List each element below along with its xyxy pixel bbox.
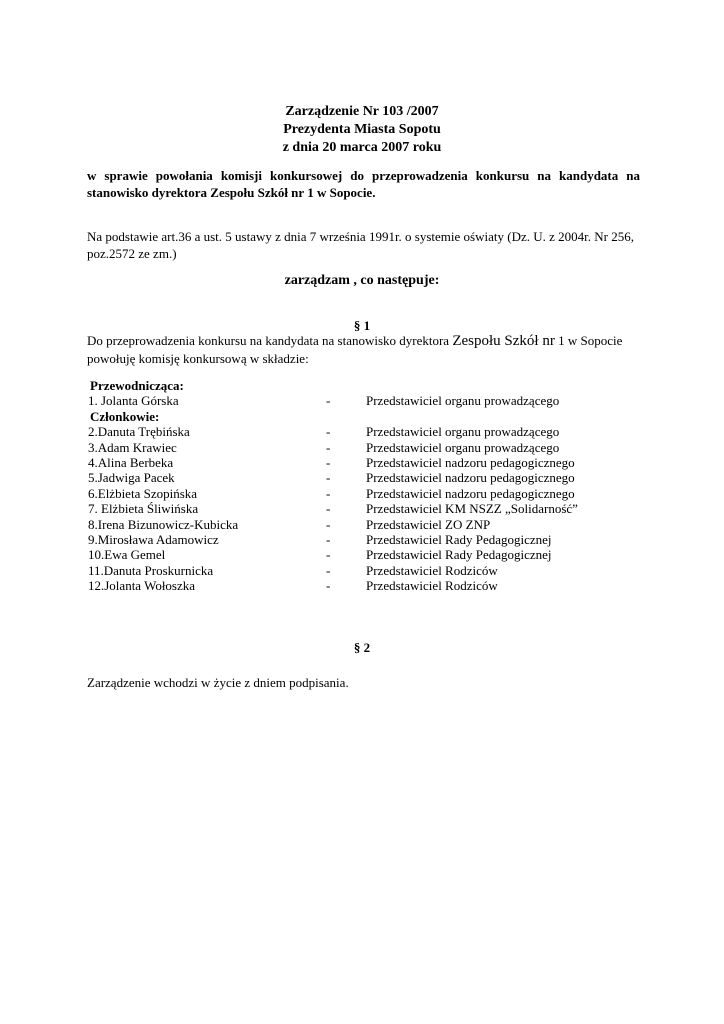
member-role: Przedstawiciel nadzoru pedagogicznego: [366, 454, 575, 470]
committee-row: [88, 424, 648, 439]
member-name: 3.Adam Krawiec: [88, 439, 177, 455]
chair-heading: Przewodnicząca:: [90, 378, 184, 393]
committee-row: [88, 501, 648, 516]
decree-heading: zarządzam , co następuje:: [284, 273, 440, 288]
section-2-text: Zarządzenie wchodzi w życie z dniem podpisania.: [87, 675, 349, 690]
member-role: Przedstawiciel Rodziców: [366, 562, 498, 578]
committee-row: [88, 486, 648, 501]
member-name: 11.Danuta Proskurnicka: [88, 562, 214, 578]
member-dash: -: [326, 516, 331, 532]
member-dash: -: [326, 531, 331, 547]
member-dash: -: [326, 470, 331, 486]
members-heading-row: [88, 409, 648, 424]
member-dash: -: [326, 485, 331, 501]
member-role: Przedstawiciel ZO ZNP: [366, 516, 491, 532]
member-name: 1. Jolanta Górska: [88, 393, 179, 409]
committee-row: [88, 393, 648, 408]
member-dash: -: [326, 454, 331, 470]
section-2-marker: § 2: [353, 640, 371, 655]
committee-row: [88, 578, 648, 593]
member-role: Przedstawiciel Rodziców: [366, 578, 498, 594]
committee-row: [88, 455, 648, 470]
member-role: Przedstawiciel Rady Pedagogicznej: [366, 531, 552, 547]
member-name: 6.Elżbieta Szopińska: [88, 485, 198, 501]
committee-row: [88, 517, 648, 532]
member-name: 2.Danuta Trębińska: [88, 424, 190, 440]
member-role: Przedstawiciel organu prowadzącego: [366, 424, 560, 440]
committee-list: [88, 378, 648, 593]
member-role: Przedstawiciel KM NSZZ „Solidarność”: [366, 501, 578, 517]
section-1-school-name: Zespołu Szkół nr: [452, 333, 555, 349]
document-title-authority: Prezydenta Miasta Sopotu: [283, 122, 441, 137]
member-role: Przedstawiciel Rady Pedagogicznej: [366, 547, 552, 563]
section-1-marker: § 1: [353, 318, 371, 333]
chair-heading-row: [88, 378, 648, 393]
section-1-text: [87, 332, 640, 367]
member-role: Przedstawiciel nadzoru pedagogicznego: [366, 485, 575, 501]
member-dash: -: [326, 547, 331, 563]
member-role: Przedstawiciel nadzoru pedagogicznego: [366, 470, 575, 486]
member-role: Przedstawiciel organu prowadzącego: [366, 439, 560, 455]
legal-basis: Na podstawie art.36 a ust. 5 ustawy z dnia 7 września 1991r. o systemie oświaty (Dz. U. z 2004r. Nr 256, poz.2572 ze zm.): [87, 229, 634, 261]
section-1-text-start: Do przeprowadzenia konkursu na kandydata na stanowisko dyrektora: [87, 333, 453, 348]
document-subject: w sprawie powołania komisji konkursowej do przeprowadzenia konkursu na kandydata na stanowisko dyrektora Zespołu Szkół nr 1 w Sopocie.: [87, 168, 640, 200]
member-name: 5.Jadwiga Pacek: [88, 470, 175, 486]
member-name: 7. Elżbieta Śliwińska: [88, 501, 199, 517]
member-dash: -: [326, 562, 331, 578]
member-dash: -: [326, 501, 331, 517]
member-name: 4.Alina Berbeka: [88, 454, 174, 470]
committee-row: [88, 563, 648, 578]
document-title-date: z dnia 20 marca 2007 roku: [282, 140, 442, 155]
committee-row: [88, 440, 648, 455]
member-name: 12.Jolanta Wołoszka: [88, 578, 196, 594]
document-title-number: Zarządzenie Nr 103 /2007: [285, 104, 439, 119]
member-name: 8.Irena Bizunowicz-Kubicka: [88, 516, 239, 532]
members-heading: Członkowie:: [90, 408, 160, 424]
member-role: Przedstawiciel organu prowadzącego: [366, 393, 560, 409]
member-dash: -: [326, 439, 331, 455]
committee-row: [88, 532, 648, 547]
member-name: 9.Mirosława Adamowicz: [88, 531, 219, 547]
committee-row: [88, 470, 648, 485]
section-1-text-end: 1 w Sopocie powołuję komisję konkursową w składzie:: [87, 333, 623, 366]
member-name: 10.Ewa Gemel: [88, 547, 166, 563]
member-dash: -: [326, 393, 331, 409]
member-dash: -: [326, 578, 331, 594]
committee-row: [88, 547, 648, 562]
member-dash: -: [326, 424, 331, 440]
